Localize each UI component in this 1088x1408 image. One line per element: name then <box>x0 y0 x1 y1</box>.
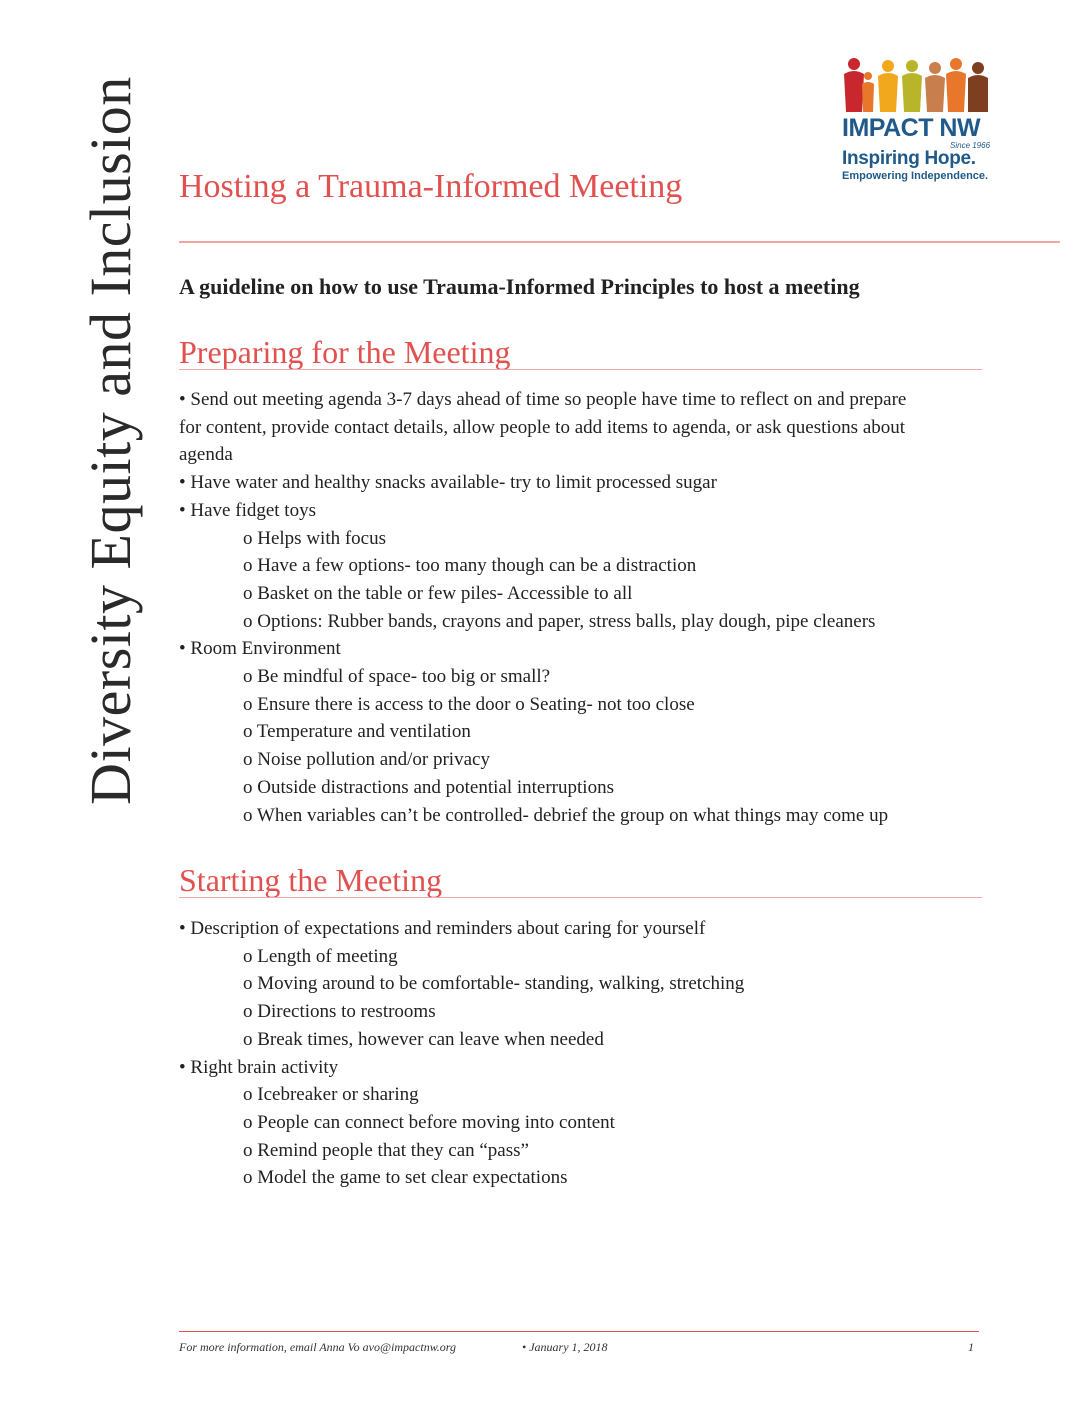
bullet-line: agenda <box>179 444 233 466</box>
section-divider <box>179 897 982 898</box>
sub-bullet: o Model the game to set clear expectations <box>243 1167 568 1189</box>
bullet-line: • Right brain activity <box>179 1056 339 1078</box>
logo-since: Since 1966 <box>950 141 991 150</box>
document-subtitle: A guideline on how to use Trauma-Informed Principles to host a meeting <box>179 274 860 299</box>
section-heading-starting: Starting the Meeting <box>179 862 443 898</box>
logo-name: IMPACT NW <box>842 114 981 142</box>
people-figures-icon <box>838 56 998 116</box>
logo-slogan: Inspiring Hope. <box>842 148 976 169</box>
sub-bullet: o Helps with focus <box>243 527 387 549</box>
section-heading-preparing: Preparing for the Meeting <box>179 334 511 370</box>
footer-divider <box>179 1331 979 1332</box>
bullet-line: for content, provide contact details, allow people to add items to agenda, or ask questions about <box>179 416 906 438</box>
sub-bullet: o Basket on the table or few piles- Accessible to all <box>243 582 633 604</box>
sub-bullet: o Options: Rubber bands, crayons and paper, stress balls, play dough, pipe cleaners <box>243 610 876 632</box>
impact-nw-logo <box>838 56 998 186</box>
sub-bullet: o Have a few options- too many though can be a distraction <box>243 555 697 577</box>
section-body-preparing <box>179 386 984 829</box>
sub-bullet: o Be mindful of space- too big or small? <box>243 666 551 688</box>
sub-bullet: o Length of meeting <box>243 945 398 967</box>
logo-slogan-secondary: Empowering Independence. <box>842 170 989 182</box>
section-body-starting <box>179 915 984 1192</box>
sidebar-title-text: Diversity Equity and Inclusion <box>77 75 143 805</box>
sub-bullet: o Icebreaker or sharing <box>243 1084 419 1106</box>
sidebar-title <box>70 60 150 820</box>
sub-bullet: o People can connect before moving into content <box>243 1111 615 1133</box>
sub-bullet: o When variables can’t be controlled- debrief the group on what things may come up <box>243 804 889 826</box>
sub-bullet: o Outside distractions and potential interruptions <box>243 776 614 798</box>
document-title: Hosting a Trauma-Informed Meeting <box>179 168 683 205</box>
sub-bullet: o Directions to restrooms <box>243 1001 436 1023</box>
sub-bullet: o Remind people that they can “pass” <box>243 1139 529 1161</box>
sub-bullet: o Break times, however can leave when needed <box>243 1028 604 1050</box>
bullet-line: • Room Environment <box>179 638 341 660</box>
section-divider <box>179 369 982 370</box>
footer-contact: For more information, email Anna Vo avo@impactnw.org <box>179 1340 457 1354</box>
footer-date: • January 1, 2018 <box>522 1340 608 1354</box>
page-number: 1 <box>968 1340 974 1354</box>
bullet-line: • Description of expectations and reminders about caring for yourself <box>179 918 706 939</box>
bullet-line: • Have fidget toys <box>179 499 316 521</box>
bullet-line: • Send out meeting agenda 3-7 days ahead of time so people have time to reflect on and prepare <box>179 389 907 410</box>
sub-bullet: o Temperature and ventilation <box>243 721 471 743</box>
sub-bullet: o Noise pollution and/or privacy <box>243 749 490 771</box>
title-divider <box>179 241 1060 243</box>
sub-bullet: o Ensure there is access to the door o Seating- not too close <box>243 693 695 715</box>
sub-bullet: o Moving around to be comfortable- standing, walking, stretching <box>243 973 745 995</box>
bullet-line: • Have water and healthy snacks available- try to limit processed sugar <box>179 472 717 494</box>
